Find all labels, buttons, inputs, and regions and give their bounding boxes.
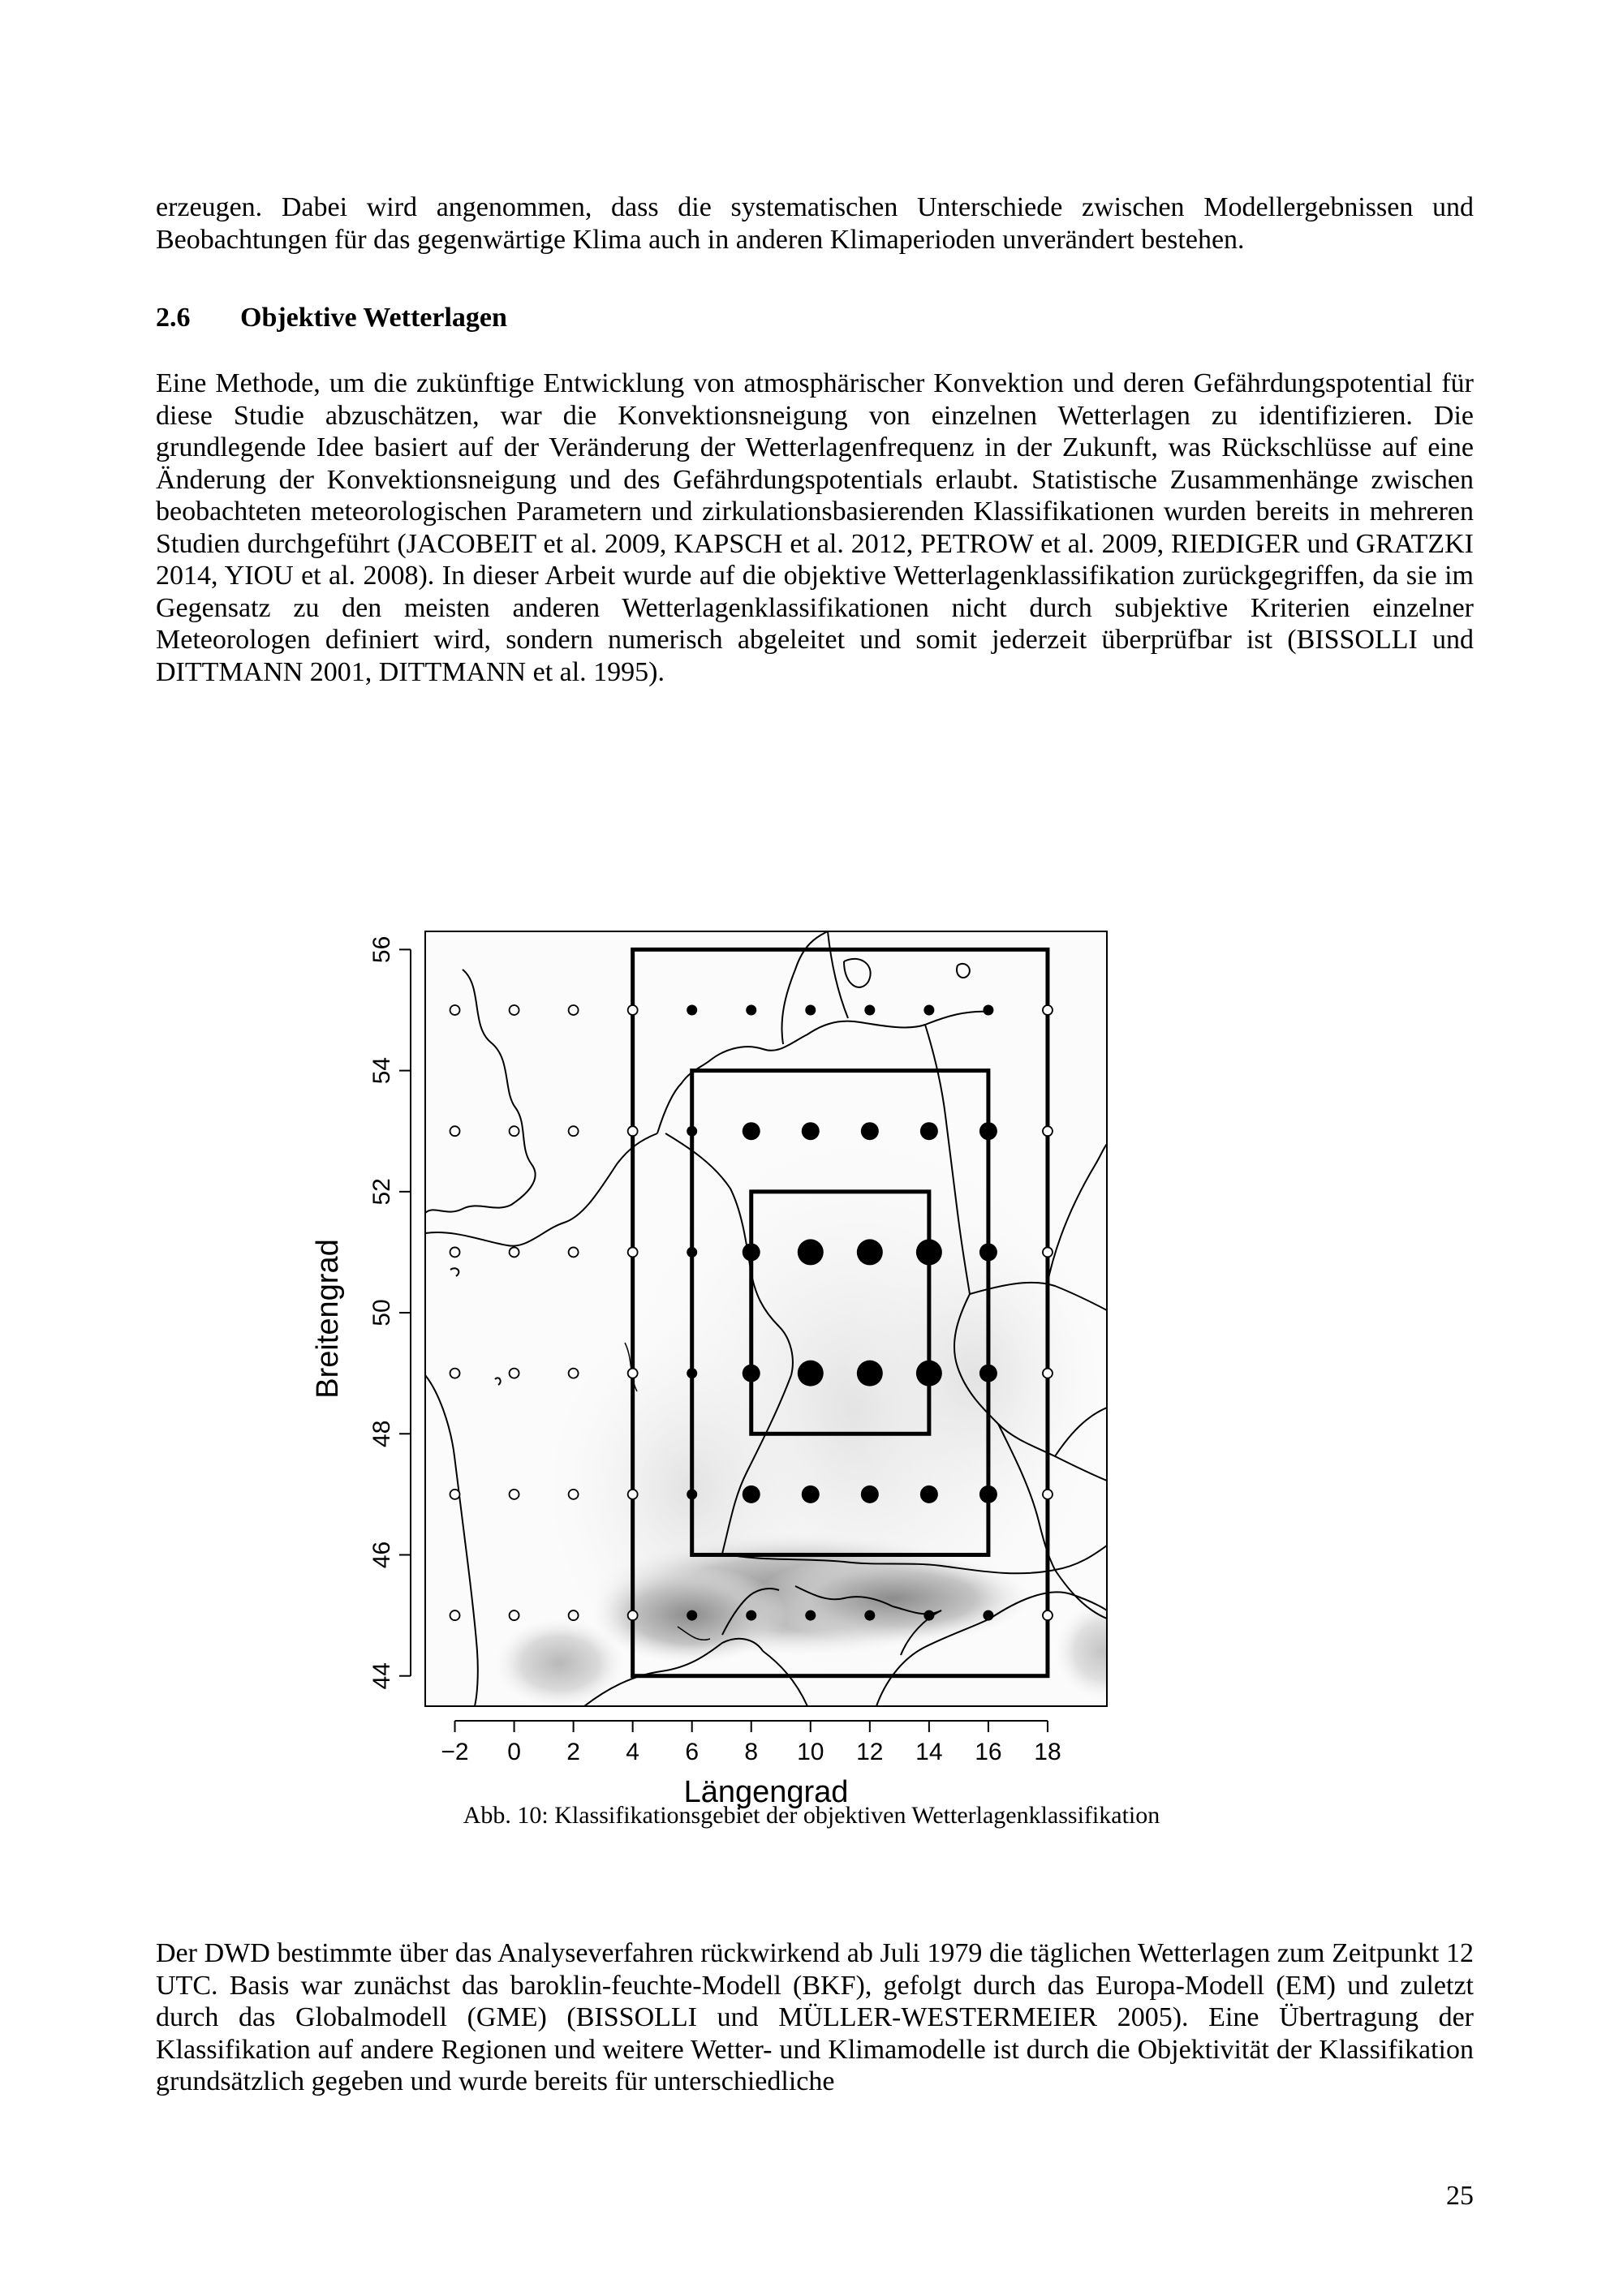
grid-point-w0: [569, 1005, 579, 1015]
grid-point-w3: [857, 1239, 883, 1265]
grid-point-w1: [805, 1004, 816, 1015]
y-tick-label: 54: [368, 1056, 395, 1085]
grid-point-w2: [979, 1122, 997, 1140]
x-tick-label: 2: [566, 1739, 580, 1765]
grid-point-w1: [983, 1004, 993, 1015]
grid-point-w3: [798, 1239, 824, 1265]
grid-point-w0: [1043, 1247, 1053, 1257]
grid-point-w1: [923, 1610, 934, 1621]
grid-point-w2: [979, 1243, 997, 1261]
grid-point-w2: [861, 1122, 879, 1140]
x-tick-label: 8: [744, 1739, 759, 1765]
y-axis-label: Breitengrad: [311, 1239, 345, 1399]
grid-point-w0: [569, 1126, 579, 1136]
grid-point-w0: [450, 1247, 460, 1257]
figure-classification-area: [311, 921, 1217, 1809]
x-tick-label: 4: [626, 1739, 639, 1765]
grid-point-w0: [510, 1369, 519, 1378]
grid-point-w1: [983, 1610, 993, 1621]
grid-point-w0: [569, 1610, 579, 1620]
y-tick-label: 52: [368, 1178, 395, 1206]
grid-point-w1: [746, 1610, 756, 1621]
y-tick-label: 48: [368, 1420, 395, 1447]
y-tick-label: 46: [368, 1541, 395, 1569]
grid-point-w1: [864, 1004, 875, 1015]
grid-point-w0: [628, 1005, 638, 1015]
grid-point-w1: [864, 1610, 875, 1621]
grid-point-w2: [743, 1122, 760, 1140]
grid-point-w2: [743, 1365, 760, 1382]
x-axis-label: Längengrad: [683, 1775, 849, 1809]
grid-point-w0: [450, 1369, 460, 1378]
grid-point-w2: [920, 1486, 938, 1503]
grid-point-w0: [510, 1126, 519, 1136]
grid-point-w3: [916, 1239, 942, 1265]
grid-point-w0: [450, 1126, 460, 1136]
x-tick-label: 0: [507, 1739, 521, 1765]
grid-point-w0: [510, 1490, 519, 1499]
grid-point-w1: [805, 1610, 816, 1621]
grid-point-w0: [628, 1490, 638, 1499]
grid-point-w2: [802, 1122, 820, 1140]
grid-point-w0: [628, 1126, 638, 1136]
page-number: 25: [1446, 2181, 1474, 2211]
grid-point-w1: [687, 1247, 697, 1258]
map-chart: [311, 921, 1217, 1809]
grid-point-w0: [569, 1490, 579, 1499]
grid-point-w2: [743, 1486, 760, 1503]
grid-point-w0: [569, 1247, 579, 1257]
x-tick-label: 12: [856, 1739, 884, 1765]
section-title: Objektive Wetterlagen: [240, 303, 507, 333]
grid-point-w2: [979, 1486, 997, 1503]
x-tick-label: 10: [797, 1739, 824, 1765]
section-number: 2.6: [156, 303, 191, 333]
grid-point-w1: [687, 1368, 697, 1378]
grid-point-w3: [916, 1361, 942, 1387]
grid-point-w0: [1043, 1490, 1053, 1499]
grid-point-w2: [802, 1486, 820, 1503]
x-tick-label: 14: [915, 1739, 943, 1765]
grid-point-w2: [979, 1365, 997, 1382]
grid-point-w0: [628, 1610, 638, 1620]
grid-point-w1: [746, 1004, 756, 1015]
grid-point-w0: [628, 1247, 638, 1257]
grid-point-w1: [687, 1489, 697, 1499]
grid-point-w0: [510, 1005, 519, 1015]
grid-point-w3: [798, 1361, 824, 1387]
paragraph-dwd: Der DWD bestimmte über das Analyseverfahren rückwirkend ab Juli 1979 die täglichen Wetterlagen zum Zeitpunkt 12 UTC. Basis war zunächst das baroklin-feuchte-Modell (BKF), gefolgt durch das Europa-Modell (EM) und zuletzt durch das Globalmodell (GME) (BISSOLLI und MÜLLER-WESTERMEIER 2005). Eine Übertragung der Klassifikation auf andere Regionen und weitere Wetter- und Klimamodelle ist durch die Objektivität der Klassifikation grundsätzlich gegeben und wurde bereits für unterschiedliche: [156, 1938, 1474, 2096]
y-tick-label: 50: [368, 1299, 395, 1326]
x-tick-label: −2: [441, 1739, 469, 1765]
grid-point-w0: [450, 1610, 460, 1620]
grid-point-w0: [450, 1005, 460, 1015]
grid-point-w1: [687, 1126, 697, 1137]
grid-point-w1: [687, 1610, 697, 1621]
x-tick-label: 18: [1034, 1739, 1061, 1765]
figure-caption: Abb. 10: Klassifikationsgebiet der objektiven Wetterlagenklassifikation: [463, 1802, 1160, 1829]
grid-point-w0: [569, 1369, 579, 1378]
grid-point-w2: [920, 1122, 938, 1140]
x-tick-label: 16: [975, 1739, 1002, 1765]
x-tick-label: 6: [685, 1739, 700, 1765]
section-heading: [156, 303, 507, 333]
grid-point-w0: [1043, 1005, 1053, 1015]
grid-point-w0: [1043, 1610, 1053, 1620]
grid-point-w0: [450, 1490, 460, 1499]
grid-point-w1: [923, 1004, 934, 1015]
grid-point-w0: [1043, 1369, 1053, 1378]
grid-point-w1: [687, 1004, 697, 1015]
y-tick-label: 56: [368, 935, 395, 964]
y-tick-label: 44: [368, 1662, 395, 1690]
paragraph-intro: erzeugen. Dabei wird angenommen, dass die systematischen Unterschiede zwischen Modellergebnissen und Beobachtungen für das gegenwärtige Klima auch in anderen Klimaperioden unverändert bestehen.: [156, 192, 1474, 255]
grid-point-w3: [857, 1361, 883, 1387]
grid-point-w0: [510, 1610, 519, 1620]
grid-point-w2: [743, 1243, 760, 1261]
grid-point-w0: [510, 1247, 519, 1257]
grid-point-w0: [1043, 1126, 1053, 1136]
grid-point-w0: [628, 1369, 638, 1378]
paragraph-method: Eine Methode, um die zukünftige Entwicklung von atmosphärischer Konvektion und deren Gefährdungspotential für diese Studie abzuschätzen, war die Konvektionsneigung von einzelnen Wetterlagen zu identifizieren. Die grundlegende Idee basiert auf der Veränderung der Wetterlagenfrequenz in der Zukunft, was Rückschlüsse auf eine Änderung der Konvektionsneigung und des Gefährdungspotentials erlaubt. Statistische Zusammenhänge zwischen beobachteten meteorologischen Parametern und zirkulationsbasierenden Klassifikationen wurden bereits in mehreren Studien durchgeführt (JACOBEIT et al. 2009, KAPSCH et al. 2012, PETROW et al. 2009, RIEDIGER und GRATZKI 2014, YIOU et al. 2008). In dieser Arbeit wurde auf die objektive Wetterlagenklassifikation zurückgegriffen, da sie im Gegensatz zu den meisten anderen Wetterlagenklassifikationen nicht durch subjektive Kriterien einzelner Meteorologen definiert wird, sondern numerisch abgeleitet und somit jederzeit überprüfbar ist (BISSOLLI und DITTMANN 2001, DITTMANN et al. 1995).: [156, 368, 1474, 687]
grid-point-w2: [861, 1486, 879, 1503]
